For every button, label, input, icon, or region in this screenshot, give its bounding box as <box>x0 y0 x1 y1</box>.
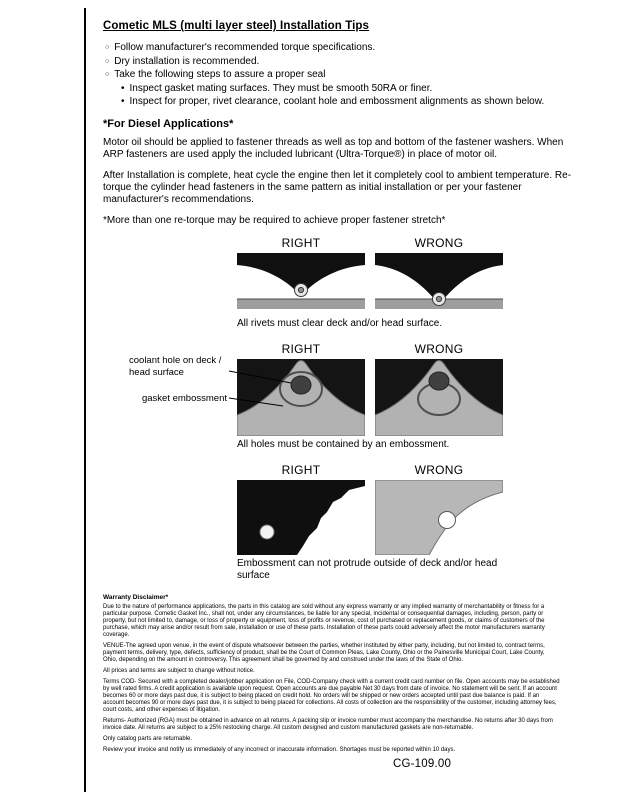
figure-protrusion-right <box>237 480 365 555</box>
right-label: RIGHT <box>281 342 321 357</box>
disclaimer-paragraph: VENUE-The agreed upon venue, in the event of dispute whatsoever between the parties, whether instituted by either party, including, but not limited to, contract terms, payment terms, delivery, type, defects, sufficiency of product, shall be the Court of Common Pleas, Lake County, Ohio or the Painesville Municipal Court, Lake County, Ohio, depending on the amount in controversy. This agreement shall be governed by and construed under the laws of the State of Ohio. <box>103 643 545 664</box>
figure-group-rivets <box>237 236 503 330</box>
disclaimer-paragraph: Review your invoice and notify us immediately of any incorrect or inaccurate information. Shortages must be reported within 10 days. <box>103 746 456 753</box>
tip-item <box>105 41 573 55</box>
hole-wrong-illustration <box>375 359 503 436</box>
hole-right-illustration <box>237 359 365 436</box>
wrong-label: WRONG <box>414 236 464 251</box>
protrusion-right-illustration <box>237 480 365 555</box>
retorque-note: *More than one re-torque may be required to achieve proper fastener stretch* <box>103 215 446 227</box>
disclaimer-paragraph: Only catalog parts are returnable. <box>103 735 193 742</box>
wrong-label: WRONG <box>414 463 464 478</box>
figure-caption: All holes must be contained by an embossment. <box>237 439 450 451</box>
wrong-label: WRONG <box>414 342 464 357</box>
sub-tip-item <box>121 82 573 96</box>
page-number: CG-109.00 <box>393 758 452 770</box>
figure-pair <box>237 253 503 315</box>
disclaimer-paragraph: Returns- Authorized (RGA) must be obtained in advance on all returns. A packing slip or invoice number must accompany the merchandise. No returns after 30 days from invoice date. All returns are subject to a 25% restocking charge. All custom designed and custom manufactured gaskets are non-returnable. <box>103 717 553 731</box>
rivet-wrong-illustration <box>375 253 503 315</box>
tip-text: Inspect gasket mating surfaces. They must be smooth 50RA or finer. <box>129 82 433 94</box>
tip-text: Inspect for proper, rivet clearance, coolant hole and embossment alignments as shown below. <box>129 96 545 107</box>
figure-caption: All rivets must clear deck and/or head surface. <box>237 318 443 330</box>
page-title: Cometic MLS (multi layer steel) Installation Tips <box>103 20 370 32</box>
figure-group-protrusion <box>237 463 503 582</box>
callout-gasket-embossment: gasket embossment <box>141 393 227 405</box>
figure-hole-wrong <box>375 359 503 436</box>
figure-rivet-right <box>237 253 365 315</box>
right-label: RIGHT <box>281 236 321 251</box>
protrusion-wrong-illustration <box>375 480 503 555</box>
figure-pair <box>129 355 503 436</box>
figures-section <box>129 236 503 582</box>
rivet-right-illustration <box>237 253 365 315</box>
figure-headers <box>237 236 503 250</box>
figure-headers <box>237 463 503 477</box>
figure-caption: Embossment can not protrude outside of deck and/or head surface <box>237 558 498 582</box>
tip-text: Dry installation is recommended. <box>114 55 260 67</box>
disclaimer-paragraph: Terms COD- Secured with a completed dealer/jobber application on File, COD-Company check with a current credit card number on file. Open accounts may be established by well rated firms. A credit application is available upon request. Open accounts are due payable Net 30 days from date of invoice. No statement will be sent. If an account becomes 60 or more days past due, it is subject to being placed on credit hold. No orders will be shipped or new orders accepted until past due balance is paid. If an account becomes 90 or more days past due, it is subject to being placed for collections. All costs of collection are the responsibility of the customer, including attorney fees, court costs, and other expenses of litigation. <box>103 679 560 713</box>
figure-protrusion-wrong <box>375 480 503 555</box>
page-content <box>103 20 573 758</box>
figure-group-embossment <box>129 342 503 451</box>
tip-item <box>105 55 573 69</box>
right-label: RIGHT <box>281 463 321 478</box>
diesel-applications-heading: *For Diesel Applications* <box>103 117 234 130</box>
sub-tip-item <box>121 95 573 109</box>
tip-item <box>105 68 573 82</box>
tip-text: Take the following steps to assure a proper seal <box>114 69 326 80</box>
installation-tips-list <box>103 41 573 109</box>
callout-coolant-hole: coolant hole on deck / head surface <box>129 355 222 378</box>
figure-pair <box>237 480 503 555</box>
figure-rivet-wrong <box>375 253 503 315</box>
disclaimer-heading: Warranty Disclaimer* <box>103 594 169 602</box>
left-margin-rule <box>84 8 86 792</box>
diesel-paragraph: After Installation is complete, heat cycle the engine then let it completely cool to ambient temperature. Re-torque the cylinder head fasteners in the same pattern as initial installation or per your fastener manufacturer's recommendations. <box>103 169 572 206</box>
warranty-disclaimer <box>103 594 560 753</box>
figure-headers <box>237 342 503 356</box>
tip-text: Follow manufacturer's recommended torque specifications. <box>114 42 376 53</box>
figure-hole-right <box>237 359 365 436</box>
diesel-paragraph: Motor oil should be applied to fastener threads as well as top and bottom of the fastener washers. When ARP fasteners are used apply the included lubricant (Ultra-Torque®) in place of motor oil. <box>103 136 564 160</box>
disclaimer-paragraph: Due to the nature of performance applications, the parts in this catalog are sold without any express warranty or any implied warranty of merchantability or fitness for a particular purpose. Cometic Gasket Inc., shall not, under any circumstances, be liable for any special, incidental or consequential damages, including, person, party or property, but not limited to, damage, or loss of property or equipment, loss of profits or revenue, cost of purchased or replacement goods, or claims of customers of the purchase, which may arise and/or result from sale, installation or use of these parts. Installation of these parts could adversely affect the motor manufacturers warranty coverage. <box>103 604 545 639</box>
disclaimer-paragraph: All prices and terms are subject to change without notice. <box>103 668 255 675</box>
